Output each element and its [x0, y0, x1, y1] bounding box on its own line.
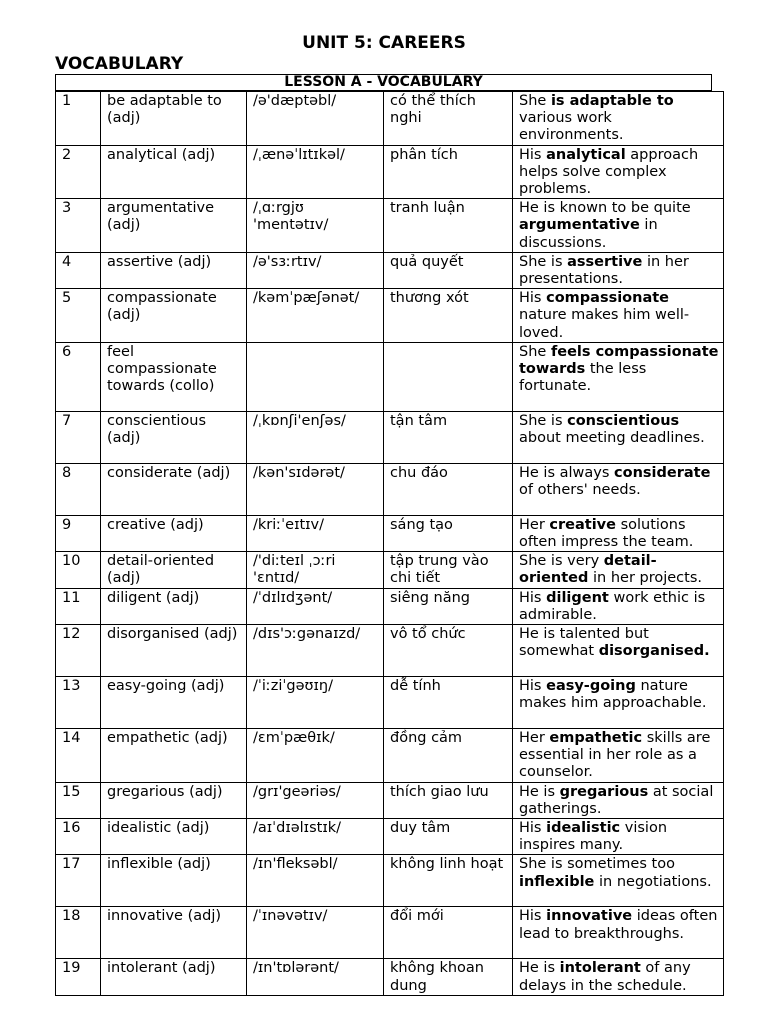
vocab-word: inflexible (adj): [101, 855, 247, 907]
example-sentence: [513, 411, 724, 463]
example-sentence: [513, 342, 724, 411]
row-number: 8: [56, 463, 101, 515]
example-text: nature makes him approachable.: [519, 678, 707, 712]
example-keyword: conscientious: [567, 412, 680, 429]
vietnamese-meaning: thương xót: [384, 289, 513, 343]
ipa: /ˈdɪlɪdʒənt/: [247, 588, 384, 624]
example-sentence: [513, 92, 724, 146]
row-number: 10: [56, 552, 101, 588]
example-keyword: disorganised.: [598, 643, 710, 660]
table-row: [56, 289, 724, 343]
table-row: [56, 819, 724, 855]
vocab-word: analytical (adj): [101, 145, 247, 199]
example-text: in discussions.: [519, 217, 658, 251]
ipa: /ˌænəˈlɪtɪkəl/: [247, 145, 384, 199]
table-row: [56, 342, 724, 411]
vietnamese-meaning: tranh luận: [384, 199, 513, 253]
row-number: 16: [56, 819, 101, 855]
example-text: He is always: [519, 464, 615, 481]
example-text: work ethic is admirable.: [519, 589, 706, 623]
example-sentence: [513, 463, 724, 515]
example-text: the less fortunate.: [519, 361, 647, 395]
ipa: /grɪ'geəriəs/: [247, 782, 384, 818]
vietnamese-meaning: đổi mới: [384, 907, 513, 959]
row-number: 6: [56, 342, 101, 411]
example-text: skills are essential in her role as a counselor.: [519, 730, 711, 781]
example-text: She is: [519, 253, 568, 270]
table-row: [56, 552, 724, 588]
vocab-word: idealistic (adj): [101, 819, 247, 855]
row-number: 11: [56, 588, 101, 624]
vietnamese-meaning: chu đáo: [384, 463, 513, 515]
table-row: [56, 907, 724, 959]
row-number: 13: [56, 677, 101, 729]
example-keyword: considerate: [614, 464, 711, 481]
example-text: He is known to be quite: [519, 200, 691, 217]
example-text: He is: [519, 960, 560, 977]
example-text: He is: [519, 783, 560, 800]
table-row: [56, 515, 724, 551]
example-sentence: [513, 625, 724, 677]
table-row: [56, 92, 724, 146]
example-text: Her: [519, 730, 550, 747]
example-keyword: easy-going: [546, 678, 636, 695]
vocab-word: be adaptable to (adj): [101, 92, 247, 146]
vocab-word: innovative (adj): [101, 907, 247, 959]
ipa: /ə'sɜːrtɪv/: [247, 252, 384, 288]
example-text: She is sometimes too: [519, 856, 675, 873]
vocab-word: feel compassionate towards (collo): [101, 342, 247, 411]
table-row: [56, 677, 724, 729]
row-number: 5: [56, 289, 101, 343]
lesson-header: LESSON A - VOCABULARY: [55, 74, 712, 91]
table-row: [56, 959, 724, 995]
vietnamese-meaning: không khoan dung: [384, 959, 513, 995]
vocab-word: diligent (adj): [101, 588, 247, 624]
vietnamese-meaning: sáng tạo: [384, 515, 513, 551]
row-number: 4: [56, 252, 101, 288]
ipa: /aɪˈdɪəlɪstɪk/: [247, 819, 384, 855]
ipa: /ɛmˈpæθɪk/: [247, 729, 384, 783]
vocab-word: creative (adj): [101, 515, 247, 551]
vocab-word: assertive (adj): [101, 252, 247, 288]
vietnamese-meaning: duy tâm: [384, 819, 513, 855]
example-text: Her: [519, 516, 550, 533]
example-text: ideas often lead to breakthroughs.: [519, 908, 718, 942]
example-keyword: detail-oriented: [519, 553, 657, 587]
vocabulary-table-body: [56, 92, 724, 996]
table-row: [56, 729, 724, 783]
example-keyword: intolerant: [559, 960, 641, 977]
example-keyword: analytical: [546, 146, 626, 163]
vietnamese-meaning: thích giao lưu: [384, 782, 513, 818]
ipa: /kəmˈpæʃənət/: [247, 289, 384, 343]
example-text: She is: [519, 412, 568, 429]
vocab-word: argumentative (adj): [101, 199, 247, 253]
vietnamese-meaning: quả quyết: [384, 252, 513, 288]
vietnamese-meaning: không linh hoạt: [384, 855, 513, 907]
example-keyword: idealistic: [546, 820, 621, 837]
vietnamese-meaning: tận tâm: [384, 411, 513, 463]
row-number: 3: [56, 199, 101, 253]
vocab-word: empathetic (adj): [101, 729, 247, 783]
example-text: nature makes him well-loved.: [519, 307, 690, 341]
example-sentence: [513, 588, 724, 624]
example-keyword: empathetic: [549, 730, 643, 747]
vocab-word: conscientious (adj): [101, 411, 247, 463]
vietnamese-meaning: đồng cảm: [384, 729, 513, 783]
example-keyword: gregarious: [559, 783, 649, 800]
example-text: various work environments.: [519, 110, 624, 144]
vocab-word: detail-oriented (adj): [101, 552, 247, 588]
example-keyword: assertive: [567, 253, 643, 270]
ipa: /ɪn'fleksəbl/: [247, 855, 384, 907]
ipa: /dɪs'ɔːgənaɪzd/: [247, 625, 384, 677]
example-text: His: [519, 146, 547, 163]
ipa: /ə'dæptəbl/: [247, 92, 384, 146]
example-sentence: [513, 289, 724, 343]
vocab-word: intolerant (adj): [101, 959, 247, 995]
row-number: 17: [56, 855, 101, 907]
example-text: His: [519, 908, 547, 925]
example-text: She: [519, 343, 551, 360]
row-number: 12: [56, 625, 101, 677]
example-sentence: [513, 907, 724, 959]
example-keyword: inflexible: [519, 873, 595, 890]
vocab-word: disorganised (adj): [101, 625, 247, 677]
vocab-word: easy-going (adj): [101, 677, 247, 729]
vietnamese-meaning: vô tổ chức: [384, 625, 513, 677]
row-number: 2: [56, 145, 101, 199]
vietnamese-meaning: [384, 342, 513, 411]
table-row: [56, 625, 724, 677]
example-text: His: [519, 290, 547, 307]
example-text: at social gatherings.: [519, 783, 714, 817]
example-keyword: argumentative: [519, 217, 640, 234]
vietnamese-meaning: phân tích: [384, 145, 513, 199]
table-row: [56, 782, 724, 818]
example-text: His: [519, 678, 547, 695]
table-row: [56, 463, 724, 515]
row-number: 14: [56, 729, 101, 783]
example-sentence: [513, 855, 724, 907]
table-row: [56, 252, 724, 288]
row-number: 9: [56, 515, 101, 551]
example-keyword: creative: [549, 516, 616, 533]
row-number: 19: [56, 959, 101, 995]
ipa: /ˈɪnəvətɪv/: [247, 907, 384, 959]
example-text: in her projects.: [588, 570, 702, 587]
example-sentence: [513, 729, 724, 783]
vietnamese-meaning: tập trung vào chi tiết: [384, 552, 513, 588]
table-row: [56, 145, 724, 199]
example-keyword: innovative: [546, 908, 633, 925]
ipa: /'diːteɪl ˌɔːri 'ɛntɪd/: [247, 552, 384, 588]
example-text: approach helps solve complex problems.: [519, 146, 699, 198]
table-row: [56, 199, 724, 253]
example-text: in her presentations.: [519, 253, 689, 288]
table-row: [56, 855, 724, 907]
example-text: She is very: [519, 553, 604, 570]
table-row: [56, 411, 724, 463]
row-number: 15: [56, 782, 101, 818]
example-text: in negotiations.: [594, 873, 712, 890]
page-title: UNIT 5: CAREERS: [302, 33, 466, 53]
example-text: His: [519, 589, 547, 606]
example-text: She: [519, 93, 551, 109]
ipa: [247, 342, 384, 411]
row-number: 1: [56, 92, 101, 146]
example-text: solutions often impress the team.: [519, 516, 694, 551]
vocabulary-table: [55, 91, 724, 996]
example-text: about meeting deadlines.: [519, 430, 705, 447]
vietnamese-meaning: dễ tính: [384, 677, 513, 729]
example-text: He is talented but somewhat: [519, 626, 649, 660]
example-sentence: [513, 552, 724, 588]
example-sentence: [513, 959, 724, 995]
vietnamese-meaning: có thể thích nghi: [384, 92, 513, 146]
example-keyword: diligent: [546, 589, 609, 606]
vietnamese-meaning: siêng năng: [384, 588, 513, 624]
example-text: of any delays in the schedule.: [519, 960, 691, 994]
example-sentence: [513, 819, 724, 855]
ipa: /ˌkɒnʃi'enʃəs/: [247, 411, 384, 463]
example-text: vision inspires many.: [519, 820, 668, 854]
row-number: 18: [56, 907, 101, 959]
example-sentence: [513, 515, 724, 551]
section-heading: VOCABULARY: [55, 54, 184, 74]
example-keyword: compassionate: [546, 290, 670, 307]
example-sentence: [513, 782, 724, 818]
example-sentence: [513, 677, 724, 729]
example-text: His: [519, 820, 547, 837]
ipa: /ˈiːziˈgəʊɪŋ/: [247, 677, 384, 729]
example-text: of others' needs.: [519, 482, 641, 499]
ipa: /kən'sɪdərət/: [247, 463, 384, 515]
table-row: [56, 588, 724, 624]
example-sentence: [513, 199, 724, 253]
ipa: /kriːˈeɪtɪv/: [247, 515, 384, 551]
ipa: /ɪn'tɒlərənt/: [247, 959, 384, 995]
ipa: /ˌɑːrgjʊ 'mentətɪv/: [247, 199, 384, 253]
vocab-word: gregarious (adj): [101, 782, 247, 818]
vocab-word: considerate (adj): [101, 463, 247, 515]
row-number: 7: [56, 411, 101, 463]
example-keyword: is adaptable to: [550, 93, 674, 109]
example-keyword: feels compassionate towards: [519, 343, 719, 378]
example-sentence: [513, 252, 724, 288]
vocab-word: compassionate (adj): [101, 289, 247, 343]
example-sentence: [513, 145, 724, 199]
